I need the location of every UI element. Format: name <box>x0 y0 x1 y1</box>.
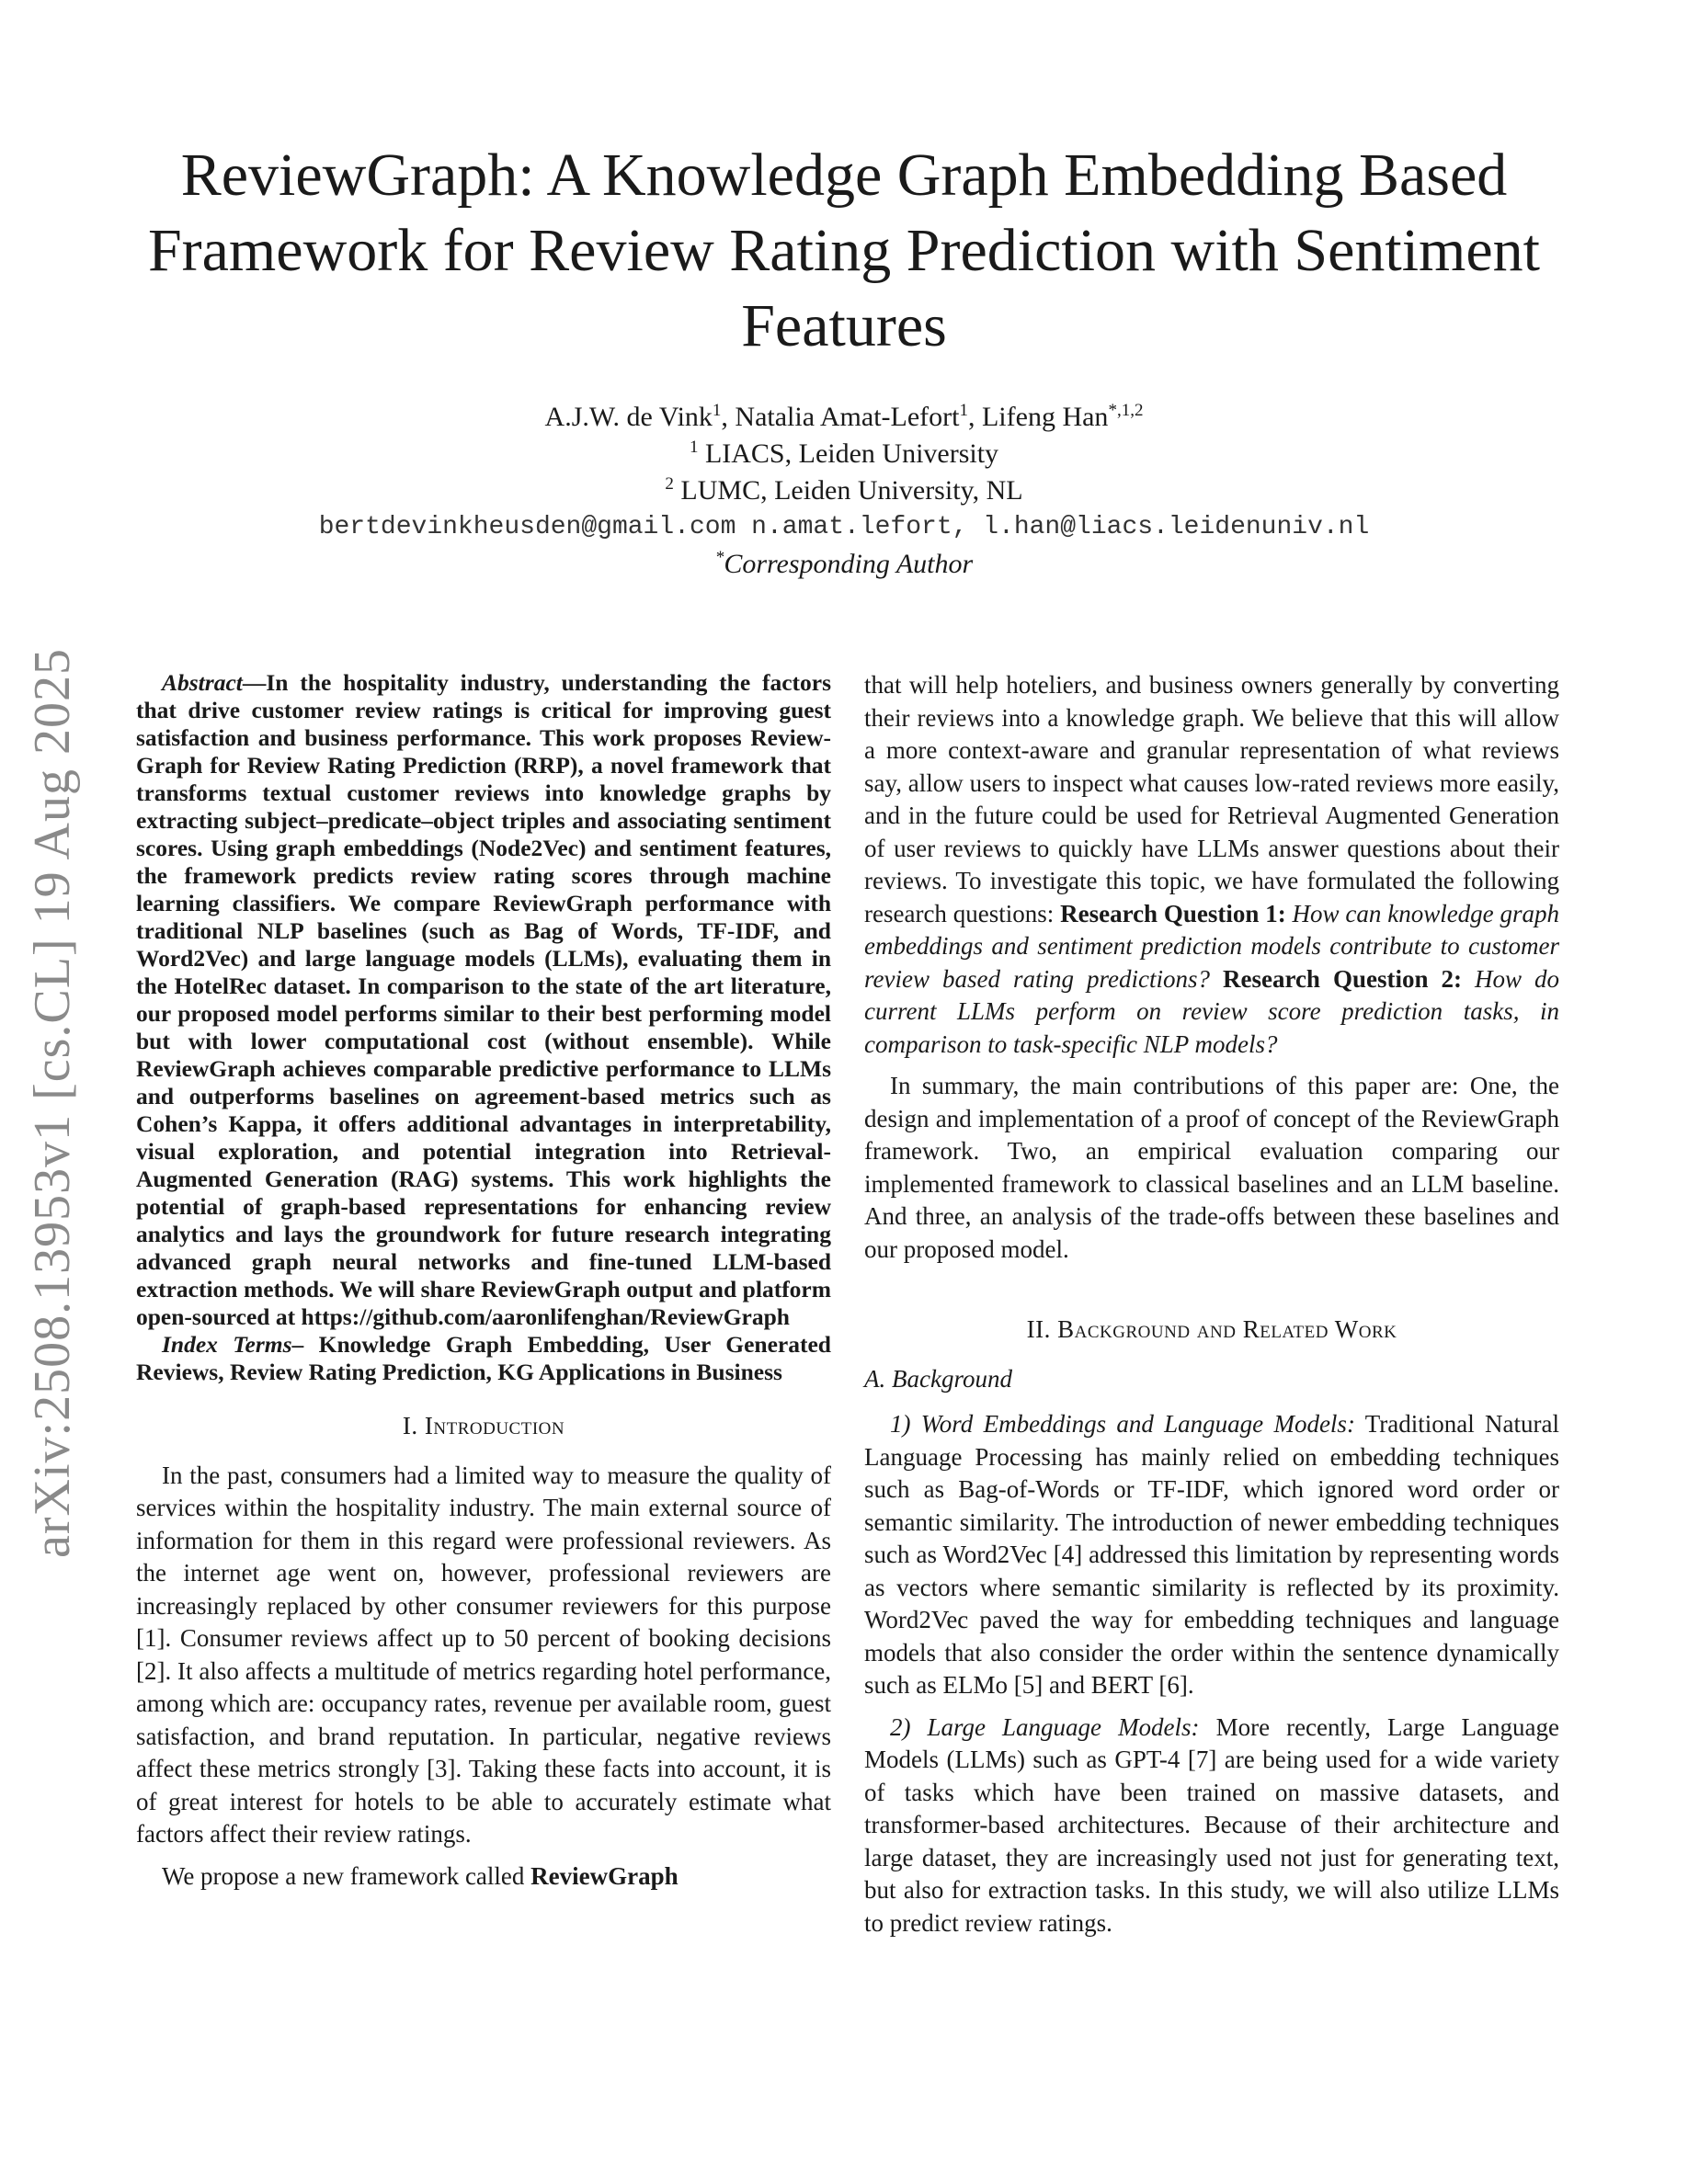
paragraph-text: More recently, Large Language Models (LLMs) such as GPT-4 [7] are being used for a wide variety of tasks which have been trained on massive datasets, and transformer-based architectures. Because of their architecture and large dataset, they are increasingly used not just for generating text, but also for extraction tasks. In this study, we will also utilize LLMs to predict review ratings. <box>864 1712 1559 1937</box>
llm-paragraph <box>864 1712 1559 1940</box>
affiliation-text: LIACS, Leiden University <box>698 438 999 469</box>
index-terms-text: – Knowledge Graph Embedding, User Generated Reviews, Review Rating Prediction, KG Applications in Business <box>136 1331 831 1385</box>
affiliation-1 <box>110 436 1578 472</box>
author-separator: , <box>967 402 982 432</box>
abstract <box>136 669 831 1331</box>
arxiv-identifier <box>11 625 94 1581</box>
section-title: Introduction <box>424 1412 565 1439</box>
author-line <box>110 399 1578 436</box>
index-terms <box>136 1331 831 1386</box>
section-number: I. <box>402 1412 425 1439</box>
section-number: II. <box>1026 1315 1058 1343</box>
research-question-2-text: How do current LLMs perform on review score prediction tasks, in comparison to task-specific NLP models? <box>864 964 1559 1058</box>
affiliation-mark: *,1,2 <box>1108 401 1144 420</box>
corresponding-author-note <box>110 546 1578 583</box>
intro-paragraph-2-continued <box>864 669 1559 1061</box>
intro-paragraph-1: In the past, consumers had a limited way to measure the quality of services within the hospitality industry. The main external source of information for them in this regard were professional reviewers. As the internet age went on, however, professional reviewers are increasingly replaced by other consumer reviewers for this purpose [1]. Consumer reviews affect up to 50 percent of booking decisions [2]. It also affects a multitude of metrics regarding hotel performance, among which are: occupancy rates, revenue per available room, guest satisfaction, and brand reputation. In particular, negative reviews affect these metrics strongly [3]. Taking these facts into account, it is of great interest for hotels to be able to accurately estimate what factors affect their review ratings. <box>136 1461 831 1848</box>
contributions-paragraph: In summary, the main contributions of this paper are: One, the design and implementation of a proof of concept of the ReviewGraph framework. Two, an empirical evaluation comparing our implemented framework to classical baselines and an LLM baseline. And three, an analysis of the trade-offs between these baselines and our proposed model. <box>864 1072 1559 1263</box>
subsubsection-label: 2) Large Language Models: <box>890 1712 1200 1741</box>
right-column <box>864 669 1559 1939</box>
corresponding-text: Corresponding Author <box>724 549 974 579</box>
corresponding-mark: * <box>714 548 724 567</box>
affiliation-mark: 1 <box>712 401 722 420</box>
author-name: Lifeng Han <box>981 402 1109 432</box>
subsection-heading-background: A. Background <box>864 1364 1012 1393</box>
word-embeddings-paragraph <box>864 1408 1559 1702</box>
abstract-dash: — <box>242 669 267 696</box>
section-heading-introduction <box>136 1410 831 1443</box>
research-question-1-label: Research Question 1: <box>1060 899 1286 927</box>
section-heading-background <box>864 1314 1559 1347</box>
affiliation-number: 1 <box>689 438 699 457</box>
abstract-label: Abstract <box>162 669 243 696</box>
affiliation-2 <box>110 472 1578 509</box>
paragraph-text: Traditional Natural Language Processing has mainly relied on embedding techniques such as Bag-of-Words or TF-IDF, which ignored word order or semantic similarity. The introduction of newer embedding techniques such as Word2Vec [4] addressed this limitation by representing words as vectors where semantic similarity is reflected by its proximity. Word2Vec paved the way for embedding techniques and language models that also consider the order within the sentence dynamically such as ELMo [5] and BERT [6]. <box>864 1410 1560 1699</box>
section-title: Background and Related Work <box>1057 1315 1397 1343</box>
research-question-2-label: Research Question 2: <box>1209 964 1462 993</box>
author-emails: bertdevinkheusden@gmail.com n.amat.lefort, l.han@liacs.leidenuniv.nl <box>318 513 1370 541</box>
abstract-text: In the hospitality industry, understanding the factors that drive customer review ratings is critical for improving guest satisfaction and business performance. This work proposes Review-Graph for Review Rating Prediction (RRP), a novel framework that transforms textual customer reviews into knowledge graphs by extracting subject–predicate–object triples and associating sentiment scores. Using graph embeddings (Node2Vec) and sentiment features, the framework predicts review rating scores through machine learning classifiers. We compare ReviewGraph performance with traditional NLP baselines (such as Bag of Words, TF-IDF, and Word2Vec) and large language models (LLMs), evaluating them in the HotelRec dataset. In comparison to the state of the art literature, our proposed model performs similar to their best performing model but with lower computational cost (without ensemble). While ReviewGraph achieves comparable predictive performance to LLMs and outperforms baselines on agreement-based metrics such as Cohen’s Kappa, it offers additional advantages in interpretability, visual exploration, and potential integration into Retrieval-Augmented Generation (RAG) systems. This work highlights the potential of graph-based representations for enhancing review analytics and lays the groundwork for future research integrating advanced graph neural networks and fine-tuned LLM-based extraction methods. We will share ReviewGraph output and platform open-sourced at https://github.com/aaronlifenghan/ReviewGraph <box>136 669 831 1330</box>
author-name: Natalia Amat-Lefort <box>735 402 960 432</box>
arxiv-identifier-text: arXiv:2508.13953v1 [cs.CL] 19 Aug 2025 <box>24 648 81 1558</box>
author-name: A.J.W. de Vink <box>544 402 713 432</box>
subsubsection-label: 1) Word Embeddings and Language Models: <box>890 1410 1355 1438</box>
affiliation-number: 2 <box>665 474 674 494</box>
research-question-1-text: How can knowledge graph embeddings and sentiment prediction models contribute to customer review based rating predictions? <box>864 899 1559 993</box>
intro-text: that will help hoteliers, and business owners generally by converting their reviews into a knowledge graph. We believe that this will allow a more context-aware and granular representation of what reviews say, allow users to inspect what causes low-rated reviews more easily, and in the future could be used for Retrieval Augmented Generation of user reviews to quickly have LLMs answer questions about their reviews. To investigate this topic, we have formulated the following research questions: <box>864 671 1559 927</box>
index-terms-label: Index Terms <box>162 1331 292 1358</box>
intro-text: We propose a new framework called <box>162 1861 531 1890</box>
left-column <box>136 669 831 1893</box>
framework-name: ReviewGraph <box>530 1861 679 1890</box>
affiliation-mark: 1 <box>959 401 968 420</box>
author-block <box>110 399 1578 583</box>
intro-paragraph-2-start <box>136 1860 831 1894</box>
affiliation-text: LUMC, Leiden University, NL <box>673 475 1023 506</box>
paper-title: ReviewGraph: A Knowledge Graph Embedding Based Framework for Review Rating Prediction with Sentiment Features <box>147 142 1541 359</box>
author-separator: , <box>721 402 736 432</box>
